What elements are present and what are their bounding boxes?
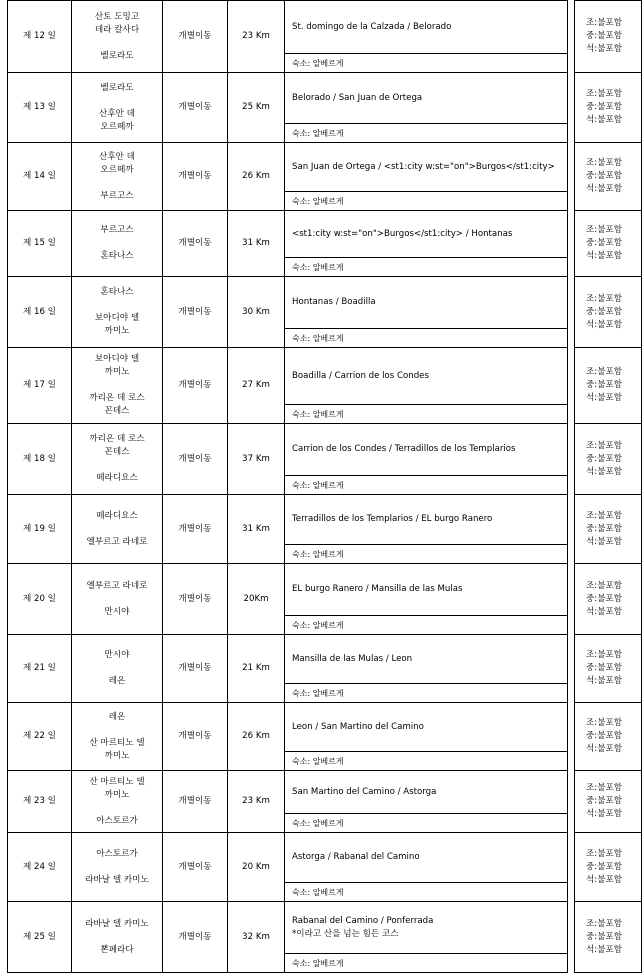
- route-description: [285, 1, 568, 54]
- from-place: [72, 433, 162, 459]
- to-place: [72, 815, 162, 828]
- route-places: [72, 902, 163, 973]
- route-description: [285, 495, 568, 545]
- place-spacer: [72, 662, 162, 675]
- column-gap: [568, 348, 575, 424]
- meal-line: 중:불포함: [586, 523, 623, 534]
- place-spacer: [72, 379, 162, 392]
- from-place: [72, 776, 162, 802]
- from-place-line: 까미노: [104, 367, 130, 377]
- lodging: 숙소: 알베르게: [285, 616, 568, 635]
- meal-line: 중:불포함: [586, 31, 623, 41]
- to-place: [72, 944, 162, 957]
- transport-mode: 개별이동: [163, 771, 228, 833]
- place-spacer: [72, 95, 162, 108]
- itinerary-row: [8, 424, 642, 476]
- lodging: 숙소: 알베르게: [285, 124, 568, 143]
- distance: 25 Km: [228, 73, 285, 143]
- day-label: 제 19 일: [8, 495, 72, 564]
- meal-line: 석:불포함: [586, 115, 623, 125]
- to-place: [72, 472, 162, 485]
- to-place-line: 라바날 델 카미노: [85, 874, 149, 885]
- distance: 20Km: [228, 564, 285, 635]
- meal-info: [575, 635, 642, 703]
- transport-mode: 개별이동: [163, 73, 228, 143]
- route-text-line: Astorga / Rabanal del Camino: [292, 852, 420, 862]
- lodging: 숙소: 알베르게: [285, 954, 568, 973]
- meal-info: [575, 73, 642, 143]
- route-places: [72, 277, 163, 348]
- distance: 31 Km: [228, 495, 285, 564]
- transport-mode: 개별이동: [163, 424, 228, 495]
- from-place-line: 까리온 데 로스: [89, 434, 145, 444]
- meal-line: 조:불포함: [586, 225, 623, 235]
- route-description: [285, 211, 568, 258]
- column-gap: [568, 833, 575, 902]
- day-label: 제 12 일: [8, 1, 72, 73]
- lodging: 숙소: 알베르게: [285, 405, 568, 424]
- route-text-line: San Juan de Ortega / <st1:city w:st="on">Burgos</st1:city>: [292, 161, 555, 172]
- route-text-line: Carrion de los Condes / Terradillos de los Templarios: [292, 444, 516, 454]
- to-place: [72, 392, 162, 418]
- from-place: [72, 918, 162, 931]
- route-description: [285, 635, 568, 684]
- transport-mode: 개별이동: [163, 211, 228, 277]
- from-place-line: 데라 칼사다: [94, 24, 140, 35]
- place-spacer: [72, 724, 162, 737]
- place-spacer: [72, 523, 162, 536]
- route-text-line: Belorado / San Juan de Ortega: [292, 92, 423, 103]
- meal-line: 조:불포함: [586, 367, 623, 377]
- meal-line: 석:불포함: [586, 251, 623, 261]
- column-gap: [568, 211, 575, 277]
- route-description: [285, 73, 568, 124]
- distance: 31 Km: [228, 211, 285, 277]
- meal-info: [575, 771, 642, 833]
- from-place-line: 떼라디요스: [96, 510, 138, 521]
- day-label: 제 17 일: [8, 348, 72, 424]
- transport-mode: 개별이동: [163, 143, 228, 211]
- meal-line: 중:불포함: [586, 731, 623, 741]
- meal-line: 조:불포함: [586, 89, 623, 99]
- to-place: [72, 874, 162, 887]
- transport-mode: 개별이동: [163, 703, 228, 771]
- to-place: [72, 536, 162, 549]
- from-place-line: 오르떼까: [100, 164, 134, 175]
- route-text-line: Boadilla / Carrion de los Condes: [292, 370, 429, 381]
- meal-line: 석:불포함: [586, 536, 623, 547]
- itinerary-row: [8, 564, 642, 616]
- distance: 32 Km: [228, 902, 285, 973]
- meal-line: 석:불포함: [586, 606, 623, 617]
- meal-line: 중:불포함: [586, 663, 623, 673]
- meal-line: 석:불포함: [586, 676, 623, 686]
- itinerary-row: [8, 211, 642, 258]
- itinerary-row: [8, 348, 642, 405]
- to-place: [72, 675, 162, 688]
- from-place: [72, 353, 162, 379]
- meal-line: 중:불포함: [586, 453, 623, 464]
- to-place: [72, 108, 162, 134]
- route-text-line: Hontanas / Boadilla: [292, 297, 376, 307]
- meal-info: [575, 833, 642, 902]
- meal-line: 조:불포함: [586, 718, 623, 728]
- route-places: [72, 635, 163, 703]
- column-gap: [568, 277, 575, 348]
- itinerary-row: [8, 277, 642, 329]
- column-gap: [568, 424, 575, 495]
- distance: 20 Km: [228, 833, 285, 902]
- from-place: [72, 580, 162, 593]
- place-spacer: [72, 299, 162, 312]
- meal-line: 조:불포함: [586, 293, 623, 304]
- to-place-line: 까미노: [104, 750, 130, 761]
- itinerary-row: [8, 902, 642, 954]
- lodging: 숙소: 알베르게: [285, 752, 568, 771]
- day-label: 제 15 일: [8, 211, 72, 277]
- itinerary-table: [7, 0, 642, 973]
- place-spacer: [72, 177, 162, 190]
- lodging: 숙소: 알베르게: [285, 54, 568, 73]
- from-place: [72, 151, 162, 177]
- from-place-line: 엘부르고 라네로: [86, 580, 148, 591]
- meal-line: 석:불포함: [586, 466, 623, 477]
- from-place: [72, 649, 162, 662]
- meal-info: [575, 348, 642, 424]
- distance: 26 Km: [228, 143, 285, 211]
- route-places: [72, 1, 163, 73]
- column-gap: [568, 635, 575, 703]
- to-place-line: 벨로라도: [100, 50, 134, 61]
- meal-line: 중:불포함: [586, 931, 623, 942]
- from-place: [72, 711, 162, 724]
- distance: 37 Km: [228, 424, 285, 495]
- lodging: 숙소: 알베르게: [285, 883, 568, 902]
- route-text-line: Terradillos de los Templarios / EL burgo Ranero: [292, 514, 493, 524]
- day-label: 제 13 일: [8, 73, 72, 143]
- route-places: [72, 564, 163, 635]
- route-description: [285, 902, 568, 954]
- route-places: [72, 495, 163, 564]
- day-label: 제 24 일: [8, 833, 72, 902]
- distance: 30 Km: [228, 277, 285, 348]
- day-label: 제 22 일: [8, 703, 72, 771]
- itinerary-row: [8, 495, 642, 545]
- route-description: [285, 564, 568, 616]
- to-place-line: 산 마르티노 델: [89, 737, 145, 748]
- meal-line: 조:불포함: [586, 18, 623, 28]
- meal-line: 조:불포함: [586, 783, 623, 793]
- column-gap: [568, 902, 575, 973]
- meal-line: 석:불포함: [586, 809, 623, 819]
- to-place: [72, 606, 162, 619]
- itinerary-row: [8, 703, 642, 752]
- to-place: [72, 190, 162, 203]
- meal-line: 석:불포함: [586, 319, 623, 330]
- column-gap: [568, 495, 575, 564]
- distance: 26 Km: [228, 703, 285, 771]
- itinerary-row: [8, 771, 642, 814]
- from-place-line: 혼타나스: [100, 287, 134, 297]
- to-place-line: 아스토르가: [96, 815, 138, 826]
- column-gap: [568, 703, 575, 771]
- transport-mode: 개별이동: [163, 277, 228, 348]
- place-spacer: [72, 931, 162, 944]
- from-place: [72, 848, 162, 861]
- to-place: [72, 737, 162, 763]
- day-label: 제 23 일: [8, 771, 72, 833]
- meal-line: 조:불포함: [586, 580, 623, 591]
- column-gap: [568, 1, 575, 73]
- transport-mode: 개별이동: [163, 495, 228, 564]
- distance: 23 Km: [228, 771, 285, 833]
- from-place-line: 레온: [108, 711, 126, 722]
- distance: 23 Km: [228, 1, 285, 73]
- lodging: 숙소: 알베르게: [285, 258, 568, 277]
- to-place: [72, 312, 162, 338]
- from-place-line: 보아디야 델: [94, 354, 140, 364]
- meal-info: [575, 1, 642, 73]
- route-text-line: <st1:city w:st="on">Burgos</st1:city> / Hontanas: [292, 228, 513, 239]
- meal-line: 조:불포함: [586, 158, 623, 168]
- transport-mode: 개별이동: [163, 635, 228, 703]
- to-place-line: 혼타나스: [100, 251, 134, 261]
- itinerary-row: [8, 1, 642, 54]
- itinerary-row: [8, 833, 642, 883]
- to-place-line: 엘부르고 라네로: [86, 536, 148, 547]
- column-gap: [568, 73, 575, 143]
- meal-line: 석:불포함: [586, 944, 623, 955]
- route-places: [72, 211, 163, 277]
- day-label: 제 14 일: [8, 143, 72, 211]
- route-places: [72, 771, 163, 833]
- place-spacer: [72, 459, 162, 472]
- route-description: [285, 424, 568, 476]
- to-place: [72, 50, 162, 63]
- itinerary-row: [8, 635, 642, 684]
- from-place-line: 부르고스: [100, 225, 134, 235]
- meal-line: 석:불포함: [586, 184, 623, 194]
- meal-line: 중:불포함: [586, 861, 623, 872]
- to-place-line: 산후안 데: [99, 108, 135, 119]
- meal-line: 중:불포함: [586, 102, 623, 112]
- from-place-line: 아스토르가: [96, 848, 138, 859]
- meal-line: 조:불포함: [586, 848, 623, 859]
- distance: 21 Km: [228, 635, 285, 703]
- transport-mode: 개별이동: [163, 348, 228, 424]
- from-place: [72, 11, 162, 37]
- route-places: [72, 424, 163, 495]
- from-place-line: 산토 도밍고: [94, 11, 140, 22]
- route-text-line: San Martino del Camino / Astorga: [292, 786, 437, 797]
- from-place-line: 벨로라도: [100, 82, 134, 93]
- meal-line: 조:불포함: [586, 918, 623, 929]
- day-label: 제 18 일: [8, 424, 72, 495]
- meal-info: [575, 424, 642, 495]
- route-description: [285, 833, 568, 883]
- route-description: [285, 277, 568, 329]
- route-description: [285, 703, 568, 752]
- itinerary-row: [8, 73, 642, 124]
- column-gap: [568, 143, 575, 211]
- route-description: [285, 771, 568, 814]
- to-place-line: 오르떼까: [100, 121, 134, 132]
- day-label: 제 16 일: [8, 277, 72, 348]
- meal-info: [575, 902, 642, 973]
- place-spacer: [72, 593, 162, 606]
- route-text-line: St. domingo de la Calzada / Belorado: [292, 21, 452, 32]
- meal-line: 석:불포함: [586, 744, 623, 754]
- route-text-line: Mansilla de las Mulas / Leon: [292, 653, 413, 664]
- transport-mode: 개별이동: [163, 833, 228, 902]
- from-place: [72, 82, 162, 95]
- from-place-line: 산 마르티노 델: [89, 776, 145, 787]
- meal-info: [575, 564, 642, 635]
- lodging: 숙소: 알베르게: [285, 192, 568, 211]
- from-place-line: 만시야: [104, 650, 130, 660]
- column-gap: [568, 564, 575, 635]
- to-place-line: 레온: [108, 676, 126, 686]
- column-gap: [568, 771, 575, 833]
- meal-line: 중:불포함: [586, 380, 623, 390]
- lodging: 숙소: 알베르게: [285, 476, 568, 495]
- transport-mode: 개별이동: [163, 1, 228, 73]
- from-place: [72, 224, 162, 237]
- place-spacer: [72, 861, 162, 874]
- to-place-line: 까미노: [104, 326, 130, 336]
- meal-info: [575, 211, 642, 277]
- to-place-line: 보아디야 델: [94, 313, 140, 323]
- route-places: [72, 143, 163, 211]
- place-spacer: [72, 37, 162, 50]
- meal-line: 중:불포함: [586, 171, 623, 181]
- meal-line: 석:불포함: [586, 393, 623, 403]
- place-spacer: [72, 802, 162, 815]
- route-description: [285, 143, 568, 192]
- meal-line: 중:불포함: [586, 593, 623, 604]
- meal-line: 중:불포함: [586, 796, 623, 806]
- from-place-line: 까미노: [104, 789, 130, 800]
- meal-line: 석:불포함: [586, 874, 623, 885]
- route-places: [72, 703, 163, 771]
- place-spacer: [72, 237, 162, 250]
- meal-line: 조:불포함: [586, 510, 623, 521]
- route-places: [72, 73, 163, 143]
- transport-mode: 개별이동: [163, 902, 228, 973]
- meal-info: [575, 495, 642, 564]
- to-place-line: 뽄페라다: [100, 944, 134, 955]
- lodging: 숙소: 알베르게: [285, 684, 568, 703]
- day-label: 제 21 일: [8, 635, 72, 703]
- meal-line: 석:불포함: [586, 44, 623, 54]
- to-place-line: 부르고스: [100, 190, 134, 201]
- to-place-line: 까리온 데 로스: [89, 393, 145, 403]
- from-place-line: 꼰데스: [104, 447, 130, 457]
- meal-line: 조:불포함: [586, 440, 623, 451]
- route-text-line: Rabanal del Camino / Ponferrada: [292, 915, 434, 926]
- from-place: [72, 510, 162, 523]
- route-places: [72, 348, 163, 424]
- meal-line: 중:불포함: [586, 238, 623, 248]
- route-text-line: *이라고 산을 넘는 힘든 코스: [292, 928, 399, 939]
- from-place-line: 라바날 델 카미노: [85, 918, 149, 929]
- meal-info: [575, 703, 642, 771]
- to-place-line: 꼰데스: [104, 406, 130, 416]
- lodging: 숙소: 알베르게: [285, 545, 568, 564]
- meal-info: [575, 277, 642, 348]
- lodging: 숙소: 알베르게: [285, 814, 568, 833]
- from-place-line: 산후안 데: [99, 151, 135, 162]
- to-place: [72, 250, 162, 263]
- from-place: [72, 286, 162, 299]
- route-description: [285, 348, 568, 405]
- to-place-line: 만시야: [104, 606, 130, 617]
- lodging: 숙소: 알베르게: [285, 329, 568, 348]
- meal-line: 중:불포함: [586, 306, 623, 317]
- route-text-line: Leon / San Martino del Camino: [292, 721, 424, 732]
- meal-info: [575, 143, 642, 211]
- distance: 27 Km: [228, 348, 285, 424]
- transport-mode: 개별이동: [163, 564, 228, 635]
- day-label: 제 25 일: [8, 902, 72, 973]
- route-places: [72, 833, 163, 902]
- itinerary-row: [8, 143, 642, 192]
- route-text-line: EL burgo Ranero / Mansilla de las Mulas: [292, 584, 463, 594]
- day-label: 제 20 일: [8, 564, 72, 635]
- to-place-line: 떼라디요스: [96, 473, 138, 483]
- meal-line: 조:불포함: [586, 650, 623, 660]
